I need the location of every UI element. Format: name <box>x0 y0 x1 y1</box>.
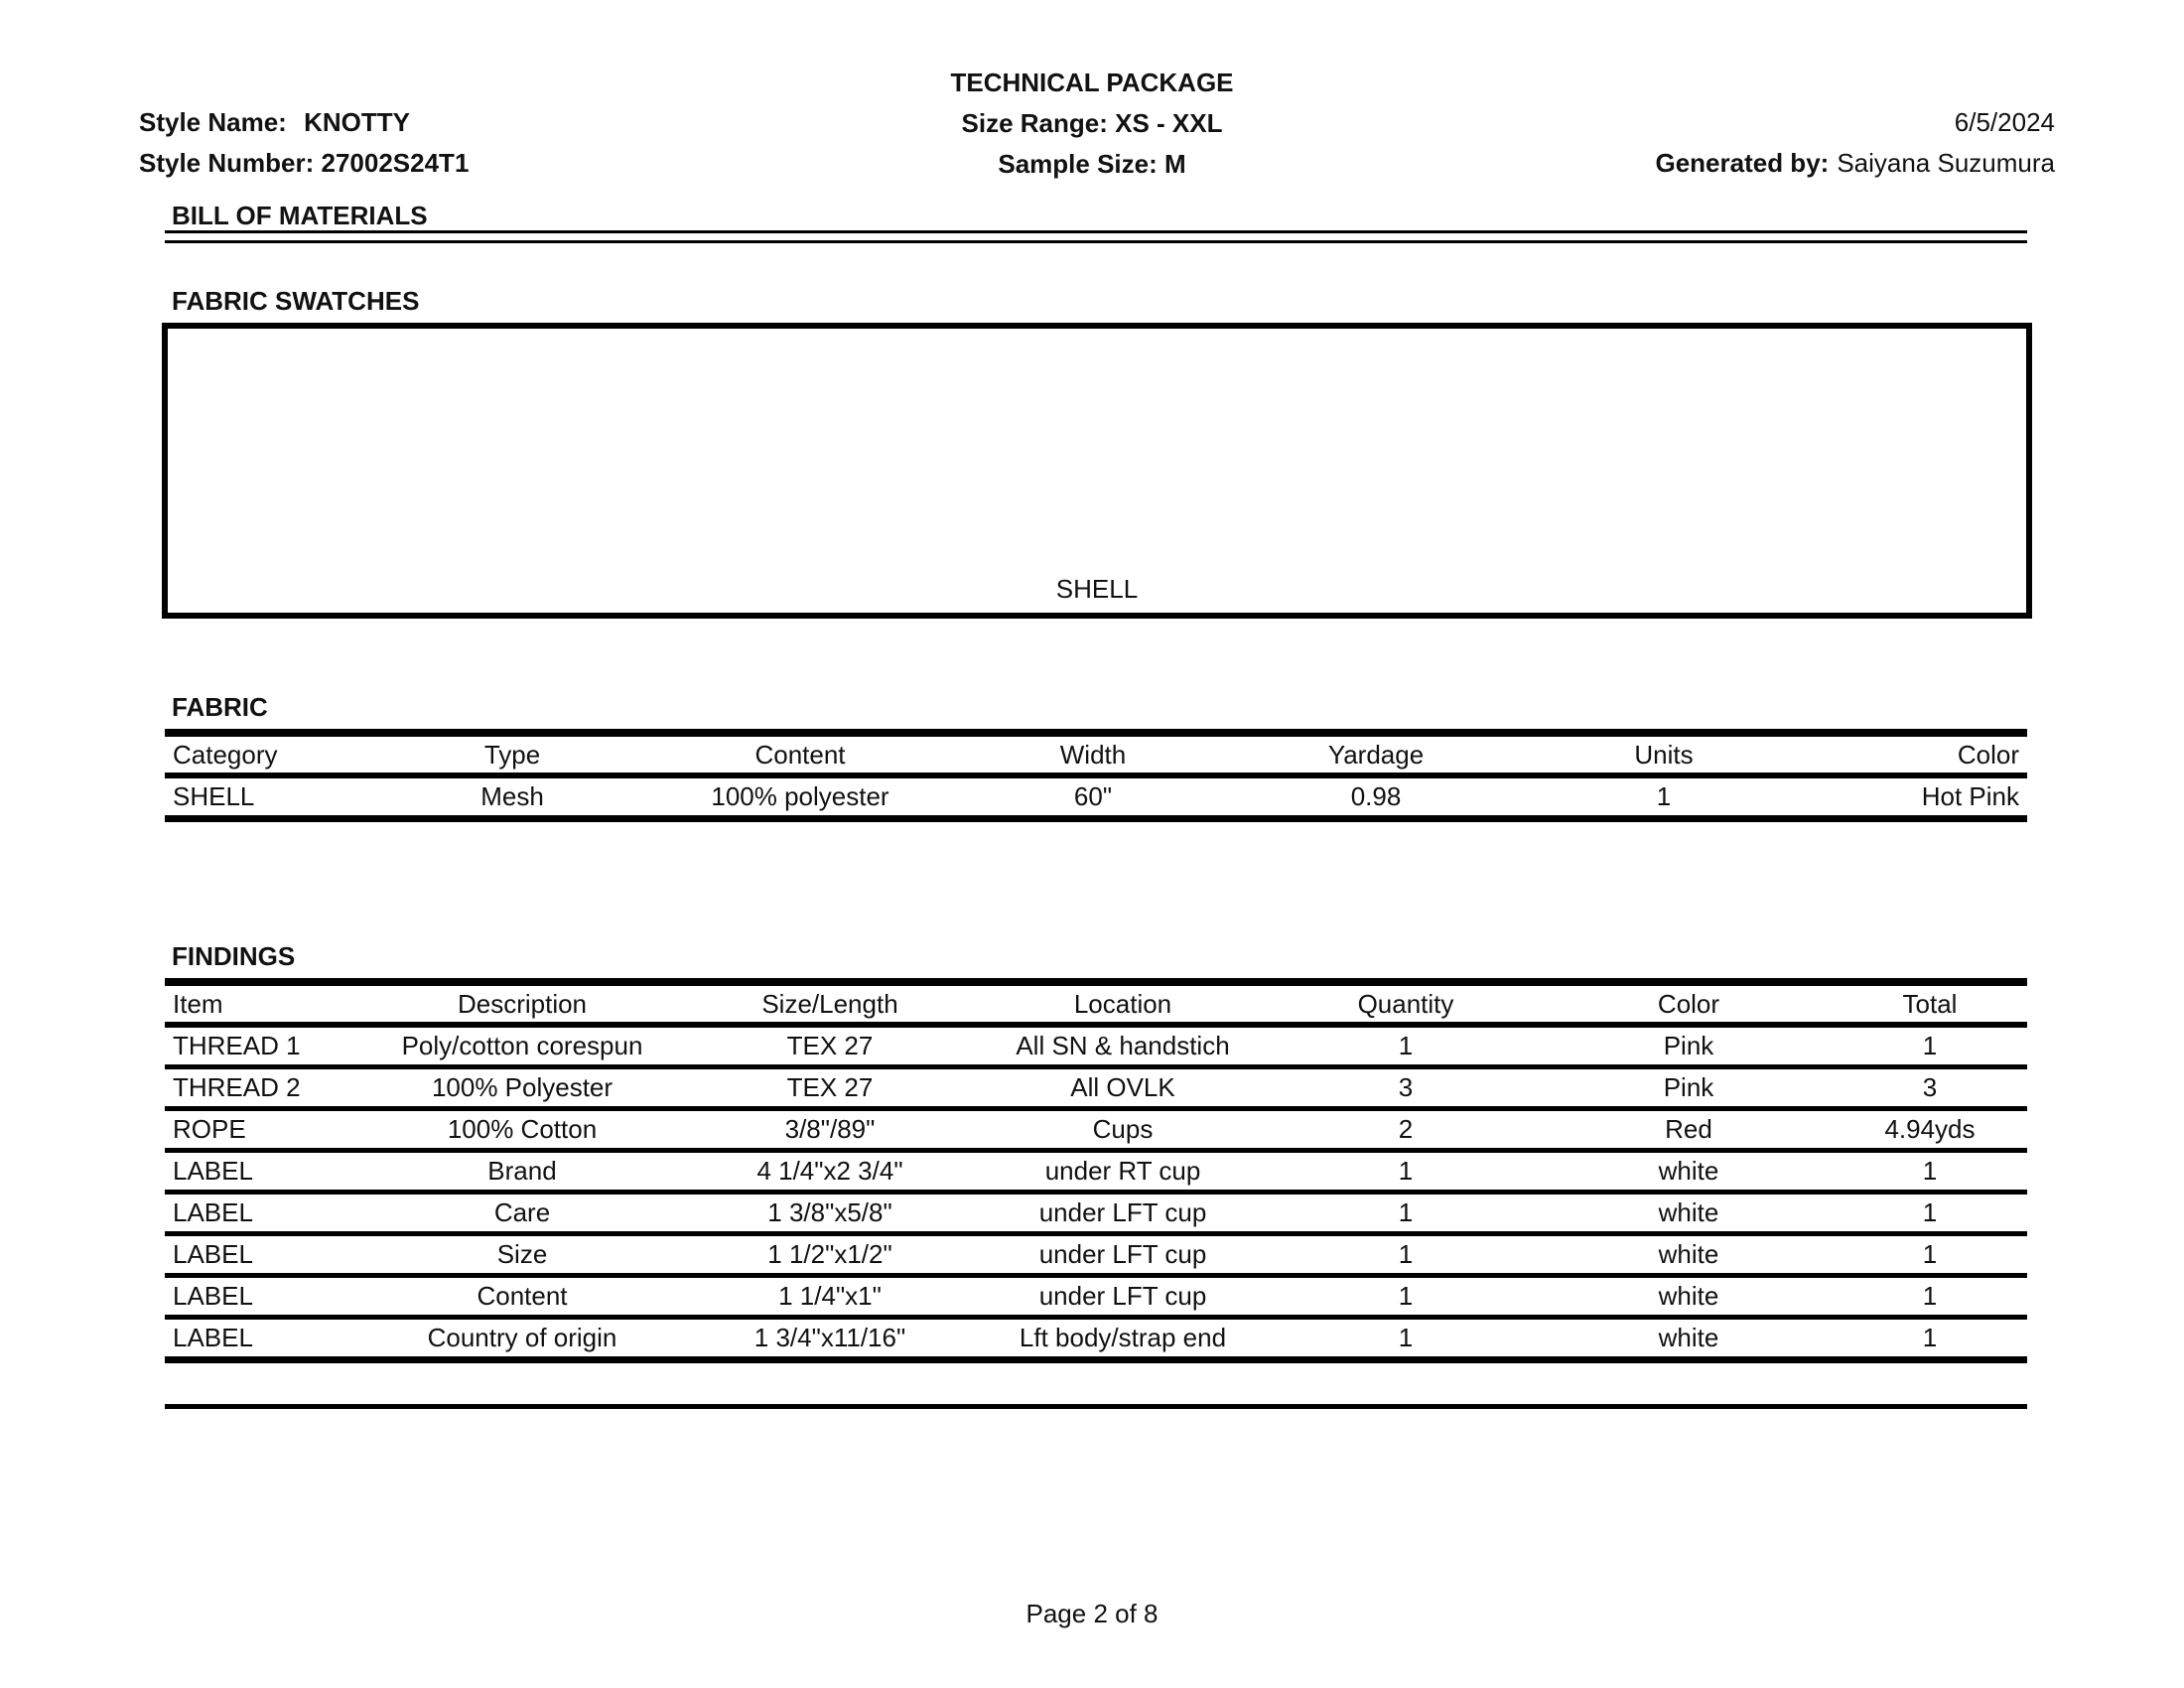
findings-cell: LABEL <box>165 1276 363 1318</box>
findings-cell: 1 <box>1267 1193 1545 1234</box>
fabric-col-type: Type <box>393 733 631 775</box>
style-number-label: Style Number: <box>139 148 315 178</box>
findings-cell: white <box>1545 1234 1833 1276</box>
findings-cell: 2 <box>1267 1109 1545 1151</box>
findings-cell: white <box>1545 1193 1833 1234</box>
findings-cell: Pink <box>1545 1067 1833 1109</box>
findings-col-item: Item <box>165 982 363 1025</box>
findings-cell: white <box>1545 1151 1833 1193</box>
style-number: 27002S24T1 <box>321 148 470 178</box>
findings-cell: 1 <box>1833 1151 2027 1193</box>
fabric-col-content: Content <box>631 733 969 775</box>
fabric-cell: 0.98 <box>1217 775 1535 819</box>
generated-by-label: Generated by: <box>1655 148 1830 178</box>
findings-cell: 1 <box>1267 1276 1545 1318</box>
findings-cell: Content <box>363 1276 681 1318</box>
findings-cell: 1 3/8"x5/8" <box>681 1193 979 1234</box>
findings-cell: 1 <box>1833 1234 2027 1276</box>
findings-cell: 1 <box>1267 1151 1545 1193</box>
fabric-col-width: Width <box>969 733 1217 775</box>
findings-cell: LABEL <box>165 1318 363 1360</box>
fabric-cell: SHELL <box>165 775 393 819</box>
findings-cell: Country of origin <box>363 1318 681 1360</box>
bom-rule-top <box>165 230 2027 233</box>
table-row <box>165 775 2027 819</box>
document-date: 6/5/2024 <box>1954 107 2055 137</box>
findings-cell: under LFT cup <box>979 1193 1267 1234</box>
findings-col-color: Color <box>1545 982 1833 1025</box>
findings-cell: 3 <box>1833 1067 2027 1109</box>
fabric-table <box>165 729 2027 822</box>
findings-cell: 1 <box>1833 1318 2027 1360</box>
findings-cell: under LFT cup <box>979 1234 1267 1276</box>
swatch-box <box>162 323 2032 619</box>
swatches-title: FABRIC SWATCHES <box>172 286 420 316</box>
style-name-label: Style Name: <box>139 107 287 137</box>
findings-cell: white <box>1545 1276 1833 1318</box>
style-name: KNOTTY <box>304 107 410 137</box>
findings-cell: under RT cup <box>979 1151 1267 1193</box>
fabric-col-yardage: Yardage <box>1217 733 1535 775</box>
findings-table <box>165 978 2027 1363</box>
table-row <box>165 1193 2027 1234</box>
fabric-cell: Mesh <box>393 775 631 819</box>
findings-cell: under LFT cup <box>979 1276 1267 1318</box>
findings-cell: 1 <box>1267 1318 1545 1360</box>
findings-cell: 1 <box>1833 1025 2027 1067</box>
bom-title: BILL OF MATERIALS <box>172 201 428 230</box>
bom-rule-bottom <box>165 240 2027 243</box>
fabric-col-category: Category <box>165 733 393 775</box>
findings-cell: All OVLK <box>979 1067 1267 1109</box>
findings-col-description: Description <box>363 982 681 1025</box>
table-row <box>165 1109 2027 1151</box>
findings-cell: Brand <box>363 1151 681 1193</box>
findings-title: FINDINGS <box>172 941 296 971</box>
style-info <box>139 102 469 184</box>
findings-cell: 100% Cotton <box>363 1109 681 1151</box>
table-row <box>165 1025 2027 1067</box>
fabric-cell: 100% polyester <box>631 775 969 819</box>
fabric-col-units: Units <box>1535 733 1793 775</box>
fabric-title: FABRIC <box>172 692 268 722</box>
findings-cell: THREAD 2 <box>165 1067 363 1109</box>
findings-cell: 1 3/4"x11/16" <box>681 1318 979 1360</box>
findings-cell: Lft body/strap end <box>979 1318 1267 1360</box>
findings-cell: 1 1/2"x1/2" <box>681 1234 979 1276</box>
document-title: TECHNICAL PACKAGE <box>950 68 1234 97</box>
findings-cell: 4 1/4"x2 3/4" <box>681 1151 979 1193</box>
findings-cell: white <box>1545 1318 1833 1360</box>
findings-cell: 1 1/4"x1" <box>681 1276 979 1318</box>
findings-cell: All SN & handstich <box>979 1025 1267 1067</box>
findings-cell: 4.94yds <box>1833 1109 2027 1151</box>
findings-cell: 1 <box>1833 1193 2027 1234</box>
fabric-header-row <box>165 733 2027 775</box>
findings-col-location: Location <box>979 982 1267 1025</box>
findings-end-rule <box>165 1404 2027 1409</box>
generation-info <box>1655 102 2055 184</box>
findings-cell: Pink <box>1545 1025 1833 1067</box>
findings-cell: Red <box>1545 1109 1833 1151</box>
table-row <box>165 1276 2027 1318</box>
findings-cell: LABEL <box>165 1151 363 1193</box>
findings-cell: 3 <box>1267 1067 1545 1109</box>
findings-cell: LABEL <box>165 1234 363 1276</box>
findings-col-size: Size/Length <box>681 982 979 1025</box>
findings-cell: 1 <box>1267 1234 1545 1276</box>
size-range: Size Range: XS - XXL <box>961 108 1223 138</box>
fabric-cell: Hot Pink <box>1793 775 2027 819</box>
findings-cell: Poly/cotton corespun <box>363 1025 681 1067</box>
findings-cell: 1 <box>1833 1276 2027 1318</box>
findings-cell: 1 <box>1267 1025 1545 1067</box>
table-row <box>165 1318 2027 1360</box>
findings-cell: Cups <box>979 1109 1267 1151</box>
findings-header-row <box>165 982 2027 1025</box>
table-row <box>165 1234 2027 1276</box>
swatch-label: SHELL <box>1055 574 1139 604</box>
document-title-block <box>794 63 1390 185</box>
table-row <box>165 1067 2027 1109</box>
findings-col-total: Total <box>1833 982 2027 1025</box>
fabric-col-color: Color <box>1793 733 2027 775</box>
generated-by-row <box>1655 143 2055 184</box>
sample-size: Sample Size: M <box>998 149 1186 179</box>
findings-col-quantity: Quantity <box>1267 982 1545 1025</box>
findings-cell: Care <box>363 1193 681 1234</box>
generated-by: Saiyana Suzumura <box>1837 148 2055 178</box>
page-number: Page 2 of 8 <box>1025 1599 1159 1628</box>
style-name-row <box>139 102 469 143</box>
fabric-cell: 60" <box>969 775 1217 819</box>
style-number-row <box>139 143 469 184</box>
findings-cell: ROPE <box>165 1109 363 1151</box>
findings-cell: TEX 27 <box>681 1067 979 1109</box>
findings-cell: THREAD 1 <box>165 1025 363 1067</box>
findings-cell: TEX 27 <box>681 1025 979 1067</box>
findings-cell: 3/8"/89" <box>681 1109 979 1151</box>
findings-cell: 100% Polyester <box>363 1067 681 1109</box>
fabric-cell: 1 <box>1535 775 1793 819</box>
findings-cell: LABEL <box>165 1193 363 1234</box>
table-row <box>165 1151 2027 1193</box>
findings-cell: Size <box>363 1234 681 1276</box>
